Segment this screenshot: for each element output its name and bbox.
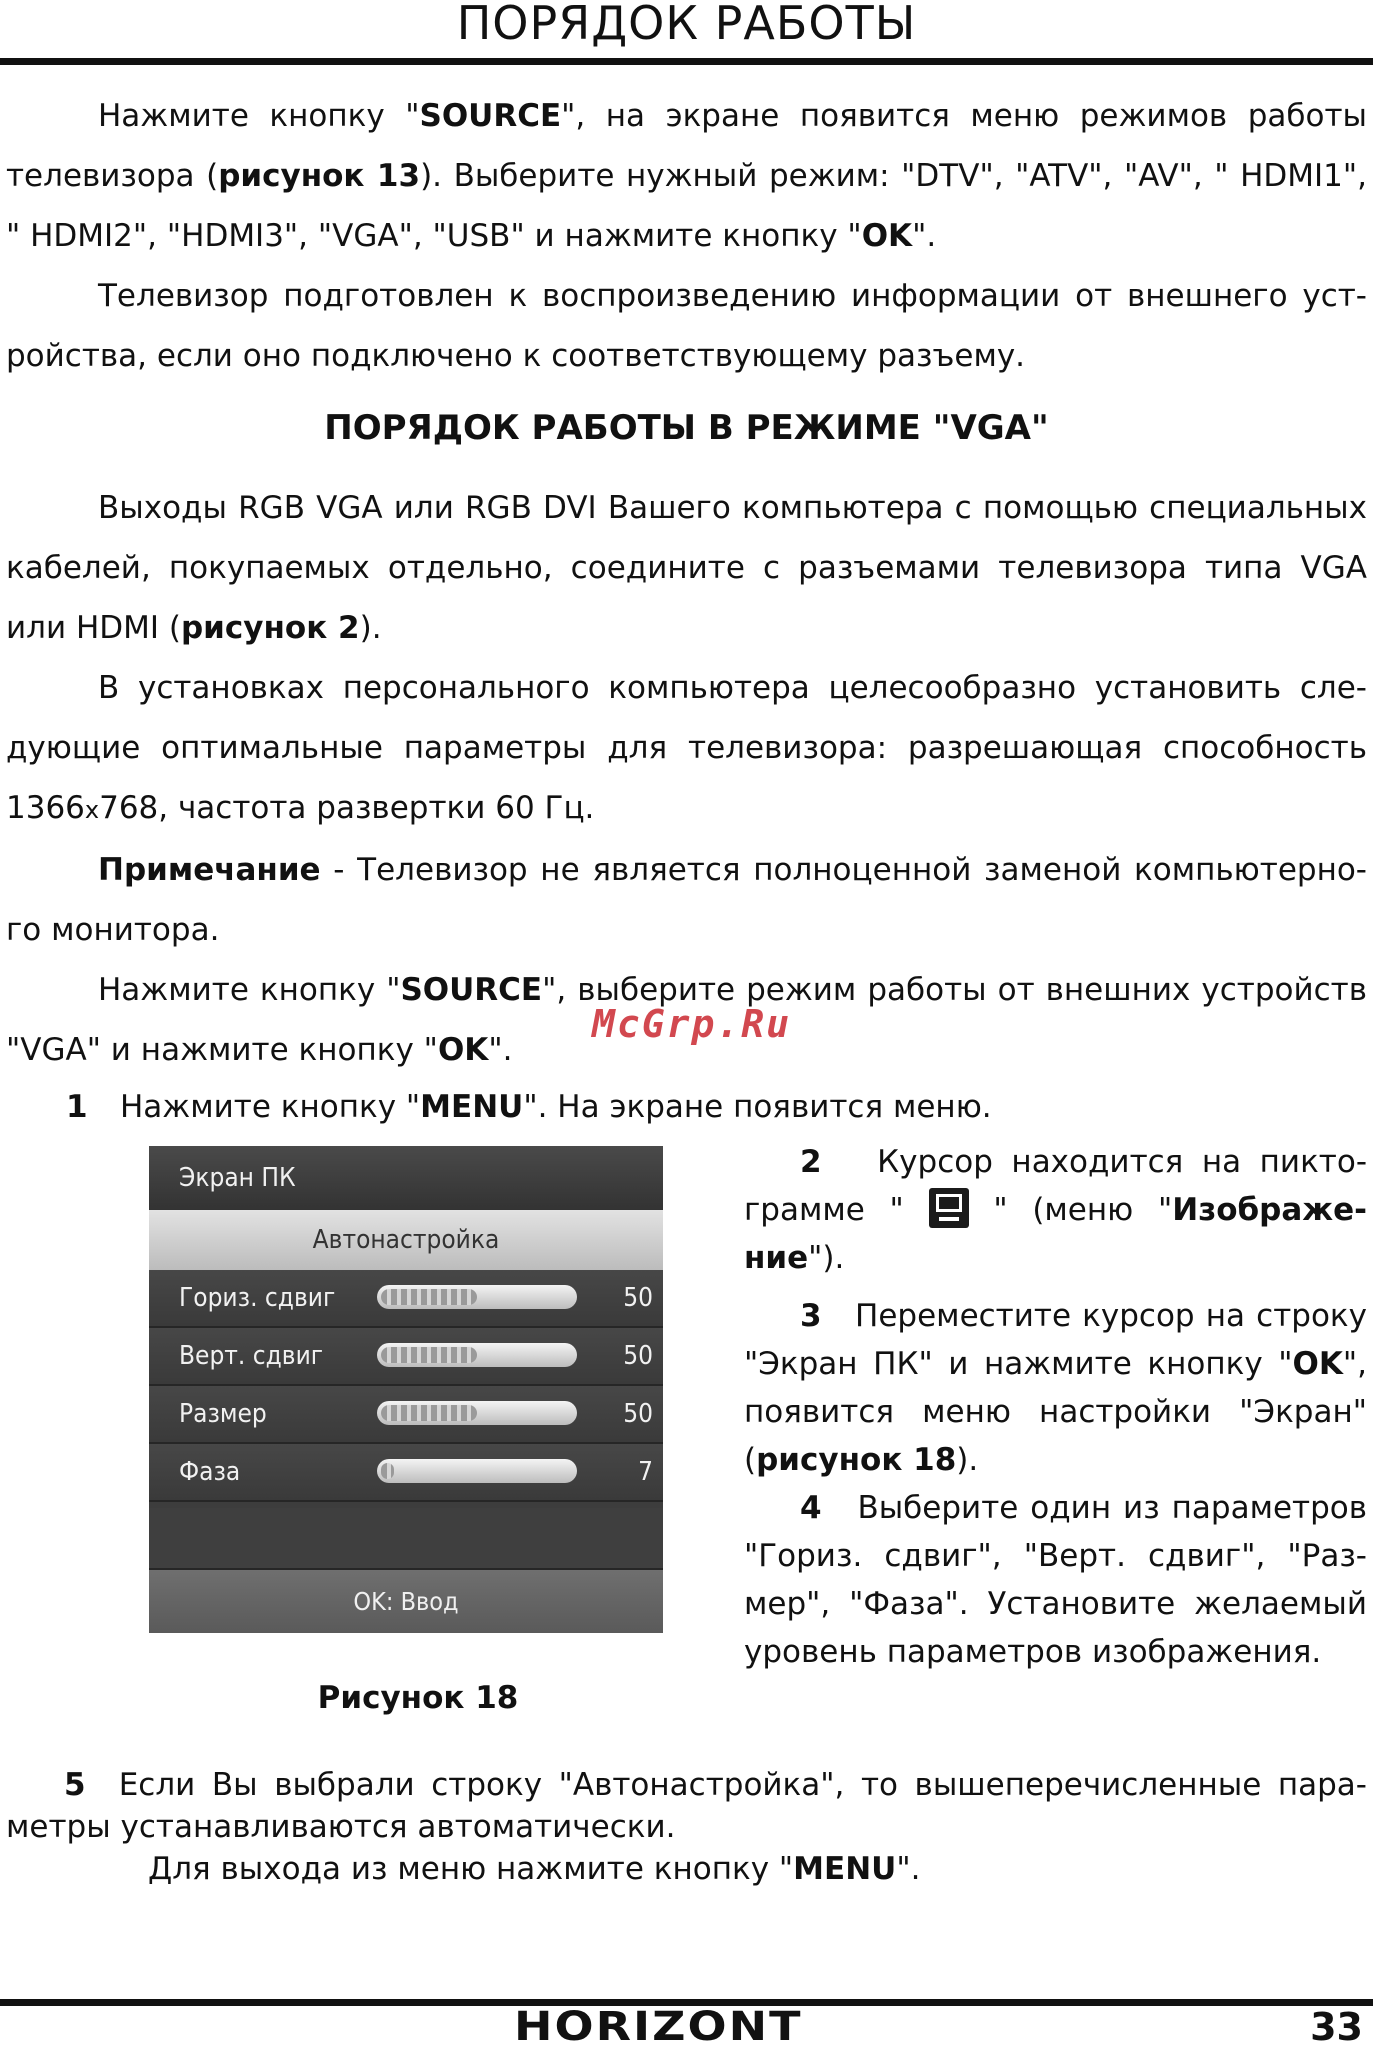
osd-slider bbox=[377, 1343, 577, 1367]
osd-row-label: Фаза bbox=[179, 1457, 241, 1487]
page-title: ПОРЯДОК РАБОТЫ bbox=[456, 0, 917, 50]
osd-row bbox=[149, 1270, 663, 1328]
osd-row-value: 50 bbox=[623, 1283, 653, 1313]
step-5 bbox=[6, 1764, 1367, 1890]
step-3: 3 Переместите курсор на строку "Экран ПК" и нажмите кнопку "OK", появится меню настройки "Экран" (рисунок 18). bbox=[744, 1298, 1367, 1478]
vga-paragraph-4: Нажмите кнопку "SOURCE", выберите режим работы от внешних устройств "VGA" и нажмите кнопку "OK". bbox=[6, 972, 1367, 1068]
osd-row-label: Размер bbox=[179, 1399, 267, 1429]
vga-paragraph-1: Выходы RGB VGA или RGB DVI Вашего компьютера с помощью специальных кабелей, покупаемых отдельно, соедините с разъемами телевизора типа VGA или HDMI (рисунок 2). bbox=[6, 490, 1367, 646]
step-1: 1 Нажмите кнопку "MENU". На экране появится меню. bbox=[66, 1089, 992, 1125]
intro-paragraph-2: Телевизор подготовлен к воспроизведению информации от внешнего уст- ройства, если оно подключено к соответствующему разъему. bbox=[6, 278, 1367, 374]
osd-screenshot bbox=[149, 1146, 663, 1633]
osd-row-value: 50 bbox=[623, 1341, 653, 1371]
section-heading-vga: ПОРЯДОК РАБОТЫ В РЕЖИМЕ "VGA" bbox=[324, 408, 1049, 448]
osd-row-value: 7 bbox=[638, 1457, 653, 1487]
osd-row bbox=[149, 1444, 663, 1502]
osd-slider-fill bbox=[381, 1405, 477, 1421]
step-4: 4 Выберите один из параметров "Гориз. сдвиг", "Верт. сдвиг", "Раз- мер", "Фаза". Установите желаемый уровень параметров изображения. bbox=[744, 1490, 1367, 1670]
osd-footer: OK: Ввод bbox=[149, 1570, 663, 1633]
header-rule bbox=[0, 58, 1373, 65]
osd-slider-fill bbox=[381, 1347, 477, 1363]
figure-caption: Рисунок 18 bbox=[317, 1680, 519, 1716]
steps-right-column bbox=[744, 1138, 1367, 1676]
osd-autoadjust-row: Автонастройка bbox=[149, 1210, 663, 1270]
step-2: 2 Курсор находится на пикто- грамме " " (меню "Изображе- ние"). bbox=[744, 1144, 1367, 1276]
vga-paragraph-2: В установках персонального компьютера целесообразно установить сле- дующие оптимальные параметры для телевизора: разрешающая способность 1366x768, частота развертки 60 Гц. bbox=[6, 670, 1367, 826]
intro-paragraph-1: Нажмите кнопку "SOURCE", на экране появится меню режимов работы телевизора (рисунок 13). Выберите нужный режим: "DTV", "ATV", "AV", " HDMI1", " HDMI2", "HDMI3", "VGA", "USB" и нажмите кнопку "OK". bbox=[6, 98, 1367, 254]
step-5-exit: Для выхода из меню нажмите кнопку "MENU". bbox=[148, 1851, 921, 1887]
osd-slider bbox=[377, 1285, 577, 1309]
brand-logo: HORIZONT bbox=[514, 2002, 803, 2050]
pc-screen-icon bbox=[929, 1188, 969, 1228]
osd-row bbox=[149, 1328, 663, 1386]
osd-empty-row bbox=[149, 1508, 663, 1570]
osd-slider-fill bbox=[381, 1463, 394, 1479]
page-number: 33 bbox=[1310, 2005, 1363, 2049]
osd-slider-fill bbox=[381, 1289, 477, 1305]
vga-section bbox=[6, 478, 1367, 1080]
osd-title: Экран ПК bbox=[149, 1146, 663, 1210]
osd-slider bbox=[377, 1401, 577, 1425]
intro-section bbox=[6, 86, 1367, 386]
osd-row-label: Верт. сдвиг bbox=[179, 1341, 324, 1371]
osd-row-label: Гориз. сдвиг bbox=[179, 1283, 336, 1313]
osd-slider bbox=[377, 1459, 577, 1483]
osd-row bbox=[149, 1386, 663, 1444]
osd-row-value: 50 bbox=[623, 1399, 653, 1429]
vga-note: Примечание - Телевизор не является полноценной заменой компьютерно- го монитора. bbox=[6, 852, 1367, 948]
watermark: McGrp.Ru bbox=[592, 1002, 792, 1046]
step-5-text: 5 Если Вы выбрали строку "Автонастройка", то вышеперечисленные пара- метры устанавливаются автоматически. bbox=[6, 1767, 1367, 1845]
